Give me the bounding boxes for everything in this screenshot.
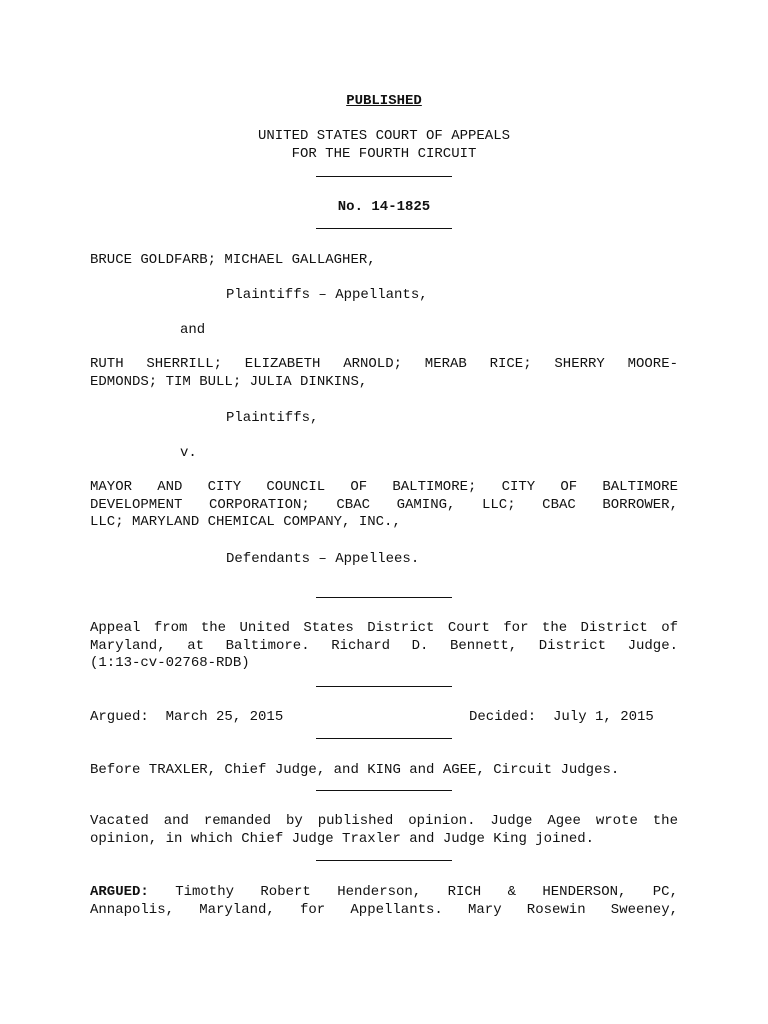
argued-label: ARGUED: bbox=[90, 884, 149, 900]
disposition-line1: Vacated and remanded by published opinion. Judge Agee wrote the bbox=[90, 813, 678, 829]
defendants-names bbox=[90, 479, 678, 532]
panel-judges: Before TRAXLER, Chief Judge, and KING and AGEE, Circuit Judges. bbox=[90, 762, 620, 778]
divider-rule bbox=[316, 686, 452, 687]
divider-rule bbox=[316, 176, 452, 177]
defendants-names-line2: DEVELOPMENT CORPORATION; CBAC GAMING, LLC; CBAC BORROWER, bbox=[90, 496, 678, 513]
divider-rule bbox=[316, 860, 452, 861]
counsel-paragraph bbox=[90, 884, 678, 919]
argued-date: Argued: March 25, 2015 bbox=[90, 709, 284, 725]
defendants-names-line1: MAYOR AND CITY COUNCIL OF BALTIMORE; CITY OF BALTIMORE bbox=[90, 479, 678, 495]
divider-rule bbox=[316, 597, 452, 598]
plaintiffs-names-line2: EDMONDS; TIM BULL; JULIA DINKINS, bbox=[90, 373, 368, 390]
plaintiffs-role: Plaintiffs, bbox=[226, 410, 319, 426]
and-connector: and bbox=[180, 322, 206, 338]
divider-rule bbox=[316, 790, 452, 791]
plaintiffs-appellants-names: BRUCE GOLDFARB; MICHAEL GALLAGHER, bbox=[90, 252, 376, 268]
published-heading: PUBLISHED bbox=[346, 93, 422, 109]
plaintiffs-names-line1: RUTH SHERRILL; ELIZABETH ARNOLD; MERAB RICE; SHERRY MOORE- bbox=[90, 356, 678, 372]
disposition bbox=[90, 813, 678, 848]
divider-rule bbox=[316, 228, 452, 229]
disposition-line2: opinion, in which Chief Judge Traxler and Judge King joined. bbox=[90, 830, 595, 847]
divider-rule bbox=[316, 738, 452, 739]
plaintiffs-appellants-role: Plaintiffs – Appellants, bbox=[226, 287, 428, 303]
appeal-info-line1: Appeal from the United States District Court for the District of bbox=[90, 620, 678, 636]
defendants-role: Defendants – Appellees. bbox=[226, 551, 420, 567]
versus: v. bbox=[180, 445, 197, 461]
counsel-line1 bbox=[90, 884, 678, 902]
defendants-names-line3: LLC; MARYLAND CHEMICAL COMPANY, INC., bbox=[90, 514, 401, 530]
plaintiffs-names bbox=[90, 356, 678, 391]
court-name-line1: UNITED STATES COURT OF APPEALS bbox=[257, 128, 511, 144]
court-name-line2: FOR THE FOURTH CIRCUIT bbox=[291, 146, 477, 162]
appeal-info-line2: Maryland, at Baltimore. Richard D. Bennett, District Judge. bbox=[90, 637, 678, 654]
counsel-line2: Annapolis, Maryland, for Appellants. Mary Rosewin Sweeney, bbox=[90, 901, 678, 918]
counsel-line1-text: Timothy Robert Henderson, RICH & HENDERSON, PC, bbox=[175, 884, 678, 900]
decided-date: Decided: July 1, 2015 bbox=[469, 709, 654, 725]
case-number: No. 14-1825 bbox=[337, 199, 431, 215]
appeal-info bbox=[90, 620, 678, 673]
appeal-info-line3: (1:13-cv-02768-RDB) bbox=[90, 655, 250, 671]
